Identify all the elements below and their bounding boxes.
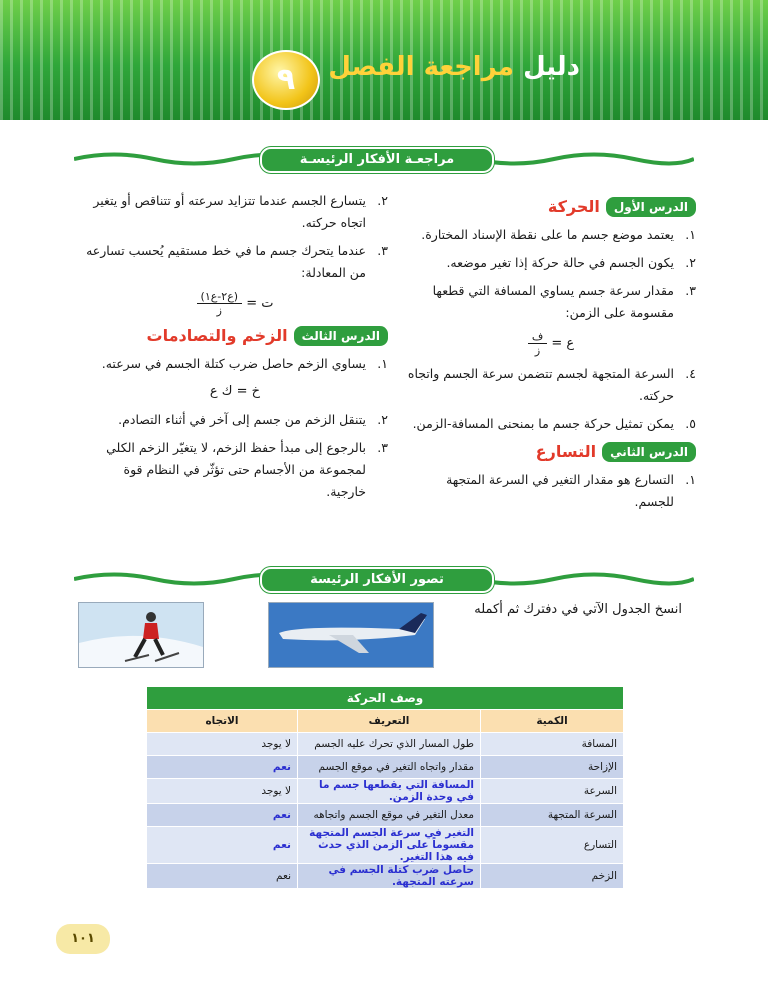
direction-cell: نعم xyxy=(147,864,298,889)
item-text: التسارع هو مقدار التغير في السرعة المتجهة للجسم. xyxy=(446,472,674,509)
table-row xyxy=(147,756,624,779)
list-item xyxy=(82,353,388,375)
equation-lhs: ع = xyxy=(551,336,575,351)
item-number: ٣. xyxy=(685,283,696,298)
review-section-bar xyxy=(74,146,694,172)
item-number: ٢. xyxy=(685,255,696,270)
quantity-cell: السرعة المتجهة xyxy=(481,804,624,827)
direction-cell: نعم xyxy=(147,756,298,779)
instruction-text: انسخ الجدول الآتي في دفترك ثم أكمله xyxy=(474,602,682,617)
list-item xyxy=(406,363,696,407)
item-text: يتسارع الجسم عندما تتزايد سرعته أو تتناقص أو يتغير اتجاه حركته. xyxy=(93,193,366,230)
item-number: ١. xyxy=(685,227,696,242)
item-text: بالرجوع إلى مبدأ حفظ الزخم، لا يتغيّر الزخم الكلي لمجموعة من الأجسام حتى تؤثّر في النظام قوة خارجية. xyxy=(106,440,366,499)
direction-cell: لا يوجد xyxy=(147,779,298,804)
item-text: يكون الجسم في حالة حركة إذا تغير موضعه. xyxy=(446,255,674,270)
table-caption: وصف الحركة xyxy=(147,687,624,710)
equation-fraction xyxy=(528,330,547,357)
list-item xyxy=(406,469,696,513)
item-number: ٥. xyxy=(685,416,696,431)
item-text: يمكن تمثيل حركة جسم ما بمنحنى المسافة-الزمن. xyxy=(412,416,674,431)
airplane-icon xyxy=(269,603,433,667)
quantity-cell: الزخم xyxy=(481,864,624,889)
item-number: ٢. xyxy=(377,412,388,427)
definition-cell: المسافة التي يقطعها جسم ما في وحدة الزمن. xyxy=(298,779,481,804)
skier-icon xyxy=(79,603,203,667)
chapter-number-badge: ٩ xyxy=(252,50,320,110)
item-number: ٣. xyxy=(377,243,388,258)
equation-fraction xyxy=(197,290,243,317)
lesson2-tag: الدرس الثاني xyxy=(602,442,696,462)
equation-lhs: ت = xyxy=(246,296,274,311)
page-number: ١٠١ xyxy=(56,924,110,954)
table-row xyxy=(147,733,624,756)
equation-denominator: ز xyxy=(534,344,541,357)
direction-cell: نعم xyxy=(147,804,298,827)
definition-cell: مقدار واتجاه التغير في موقع الجسم xyxy=(298,756,481,779)
list-item xyxy=(82,409,388,431)
table-row xyxy=(147,779,624,804)
header-quantity: الكمية xyxy=(481,710,624,733)
lesson3-header xyxy=(82,325,388,347)
lesson3-title: الزخم والتصادمات xyxy=(146,326,288,345)
visualize-section-bar xyxy=(74,566,694,592)
lesson2-header xyxy=(406,441,696,463)
lesson1-title: الحركة xyxy=(547,197,600,216)
table-row xyxy=(147,804,624,827)
chapter-title-accent: مراجعة الفصل xyxy=(328,52,514,82)
item-number: ٤. xyxy=(685,366,696,381)
item-text: يتنقل الزخم من جسم إلى آخر في أثناء التصادم. xyxy=(118,412,366,427)
item-text: السرعة المتجهة لجسم تتضمن سرعة الجسم واتجاه حركته. xyxy=(407,366,674,403)
equation-denominator: ز xyxy=(216,304,222,317)
definition-cell: طول المسار الذي تحرك عليه الجسم xyxy=(298,733,481,756)
quantity-cell: السرعة xyxy=(481,779,624,804)
list-item xyxy=(406,224,696,246)
list-item xyxy=(406,413,696,435)
list-item xyxy=(406,280,696,324)
header-direction: الاتجاه xyxy=(147,710,298,733)
acceleration-equation xyxy=(82,290,388,317)
momentum-equation: خ = ك ع xyxy=(209,384,261,399)
item-number: ١. xyxy=(377,356,388,371)
definition-cell: معدل التغير في موقع الجسم واتجاهه xyxy=(298,804,481,827)
speed-equation xyxy=(406,330,696,357)
item-text: يساوي الزخم حاصل ضرب كتلة الجسم في سرعته. xyxy=(101,356,366,371)
list-item xyxy=(82,240,388,284)
item-text: مقدار سرعة جسم يساوي المسافة التي قطعها مقسومة على الزمن: xyxy=(432,283,674,320)
lesson1-tag: الدرس الأول xyxy=(606,197,696,217)
quantity-cell: التسارع xyxy=(481,827,624,864)
direction-cell: نعم xyxy=(147,827,298,864)
list-item xyxy=(82,190,388,234)
lesson1-header xyxy=(406,196,696,218)
list-item xyxy=(406,252,696,274)
item-number: ١. xyxy=(685,472,696,487)
skier-photo xyxy=(78,602,204,668)
item-number: ٢. xyxy=(377,193,388,208)
table-row xyxy=(147,864,624,889)
quantity-cell: المسافة xyxy=(481,733,624,756)
motion-table xyxy=(146,686,624,889)
right-column xyxy=(406,196,696,519)
review-section-label: مراجعـة الأفكار الرئيسـة xyxy=(260,147,494,173)
equation-numerator: ف xyxy=(528,330,547,344)
chapter-title-prefix: دليل xyxy=(523,52,580,82)
lesson3-tag: الدرس الثالث xyxy=(294,326,388,346)
item-number: ٣. xyxy=(377,440,388,455)
header-definition: التعريف xyxy=(298,710,481,733)
left-column xyxy=(82,190,388,509)
direction-cell: لا يوجد xyxy=(147,733,298,756)
item-text: عندما يتحرك جسم ما في خط مستقيم يُحسب تسارعه من المعادلة: xyxy=(86,243,366,280)
airplane-photo xyxy=(268,602,434,668)
chapter-title xyxy=(328,52,580,82)
equation-numerator: (ع٢-ع١) xyxy=(197,290,243,304)
definition-cell: حاصل ضرب كتلة الجسم في سرعته المتجهة. xyxy=(298,864,481,889)
lesson2-title: التسارع xyxy=(535,442,597,461)
quantity-cell: الإزاحة xyxy=(481,756,624,779)
item-text: يعتمد موضع جسم ما على نقطة الإسناد المختارة. xyxy=(421,227,674,242)
table-row xyxy=(147,827,624,864)
visualize-section-label: تصور الأفكار الرئيسة xyxy=(260,567,494,593)
list-item xyxy=(82,437,388,503)
definition-cell: التغير في سرعة الجسم المتجهة مقسوماً على الزمن الذي حدث فيه هذا التغير. xyxy=(298,827,481,864)
